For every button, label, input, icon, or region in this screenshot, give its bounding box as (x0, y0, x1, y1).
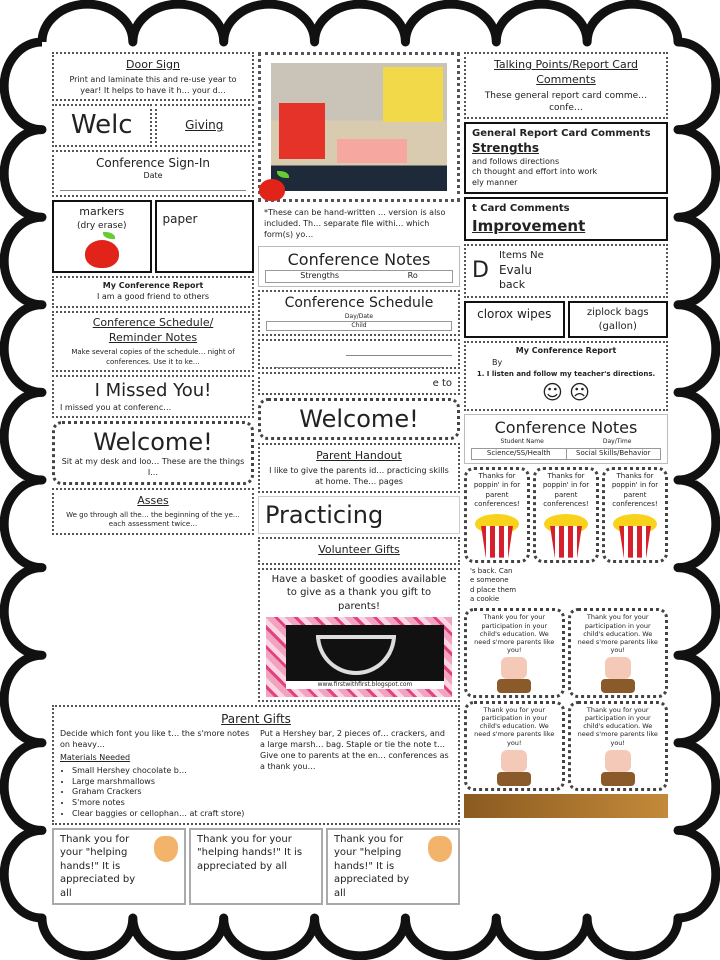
donations-items: Items Ne (498, 249, 544, 261)
popcorn-text: Thanks for poppin' in for parent conferences! (473, 471, 521, 509)
welcome-sign-title: Welc (70, 110, 133, 141)
popcorn-icon (477, 514, 517, 558)
helping-hands-row (52, 828, 460, 906)
conf-report-title: My Conference Report (515, 346, 617, 356)
smore-card (464, 701, 565, 791)
material-item: • Graham Crackers (72, 787, 252, 798)
hand-icon (428, 836, 452, 862)
right-partial-text (464, 566, 668, 606)
helping-hands-card (326, 828, 460, 906)
giving-title: Giving (185, 118, 224, 133)
smore-text: Thank you for your participation in your child's education. We need s'more parents like you! (474, 613, 555, 654)
donations-card (464, 244, 668, 299)
smore-row (464, 608, 668, 698)
classroom-photo (271, 63, 447, 191)
donations-back: back (498, 278, 526, 292)
welcome2-card (258, 398, 460, 440)
smore-icon (497, 657, 531, 693)
helping-hands-card (189, 828, 323, 906)
assess-text: We go through all the… the beginning of the ye… each assessment twice… (66, 510, 240, 529)
smore-icon (601, 657, 635, 693)
paper-card (155, 200, 255, 273)
right-column (464, 52, 668, 818)
donations-eval: Evalu (498, 263, 532, 278)
markers-card (52, 200, 152, 273)
blog-url: www.firstwithfirst.blogspot.com (286, 681, 444, 689)
left-columns (52, 52, 460, 702)
partial-line: e someone (470, 576, 509, 585)
door-sign-card (52, 52, 254, 101)
photo-note-text: *These can be hand-written … version is also included. Th… separate file withi… which form(s) yo… (264, 208, 446, 239)
sign-in-date: Date (143, 171, 163, 181)
hand-icon (154, 836, 178, 862)
blank-card (258, 339, 460, 369)
schedule-reminder-title2: Reminder Notes (108, 331, 198, 345)
general-comments-card (464, 122, 668, 194)
smore-text: Thank you for your participation in your child's education. We need s'more parents like you! (577, 706, 658, 747)
welcome1-text: Sit at my desk and loo… These are the things I… (61, 457, 245, 478)
partial-line: 's back. Can (470, 566, 513, 575)
volunteer-back-title: Volunteer Gifts (318, 542, 400, 556)
donations-title: D (472, 258, 489, 284)
partial-line: d place them (470, 585, 517, 594)
face-icons: ☺ ☹ (541, 380, 591, 405)
notes2-student: Student Name (500, 438, 544, 446)
apple-icon (85, 240, 119, 268)
assess-card (52, 488, 254, 535)
welcome1-title: Welcome! (93, 428, 213, 457)
sign-in-title: Conference Sign-In (95, 155, 211, 170)
photo-frame (258, 52, 460, 202)
helping-hands-text: Thank you for your "helping hands!" It is appreciated by all (197, 833, 303, 872)
eto-card (258, 372, 460, 396)
popcorn-icon (546, 514, 586, 558)
improvement-heading: Improvement (472, 216, 586, 235)
parent-gifts-intro: Decide which font you like t… the s'more notes on heavy… (60, 729, 250, 750)
strengths-heading: Strengths (472, 141, 539, 156)
schedule-card (258, 290, 460, 336)
missed-card (52, 375, 254, 418)
comment-line: ely manner (472, 178, 518, 188)
supply-row (52, 200, 254, 273)
clorox-label: clorox wipes (477, 307, 552, 322)
schedule-reminder-text: Make several copies of the schedule… night of conferences. Use it to ke… (71, 348, 235, 366)
helping-hands-text: Thank you for your "helping hands!" It is appreciated by all (334, 833, 410, 899)
notes1-col1: Strengths (300, 271, 340, 281)
material-item: • Clear baggies or cellophan… at craft store) (72, 809, 252, 820)
gift-basket-photo (286, 625, 444, 681)
conf-report-left-item: I am a good friend to others (96, 291, 210, 301)
welcome1-card (52, 421, 254, 485)
volunteer-card (258, 568, 460, 703)
popcorn-card (533, 467, 599, 563)
notes1-col2: Ro (407, 271, 418, 281)
popcorn-text: Thanks for poppin' in for parent conferences! (611, 471, 659, 509)
apple-icon (259, 179, 285, 201)
eto-text: e to (432, 377, 452, 389)
talking-points-card (464, 52, 668, 119)
smore-card (464, 608, 565, 698)
handout-text: I like to give the parents id… practicing skills at home. The… pages (269, 466, 449, 487)
welcome2-title: Welcome! (299, 405, 419, 434)
sign-in-card (52, 150, 254, 197)
smore-card (568, 701, 669, 791)
report-card-title: t Card Comments (472, 203, 570, 215)
schedule-reminder-title: Conference Schedule/ (92, 315, 214, 329)
popcorn-row (464, 467, 668, 563)
welcome-giving-row (52, 104, 254, 147)
general-comments-title: General Report Card Comments (472, 127, 651, 139)
giving-card (155, 104, 255, 147)
photo-note (258, 205, 460, 243)
left-area (52, 52, 460, 905)
comment-line: ch thought and effort into work (472, 167, 598, 177)
smore-text: Thank you for your participation in your child's education. We need s'more parents like you! (474, 706, 555, 747)
smore-icon (497, 750, 531, 786)
parent-gifts-title: Parent Gifts (221, 712, 291, 727)
conf-report-left-card (52, 276, 254, 308)
popcorn-card (602, 467, 668, 563)
column-a (52, 52, 254, 535)
clorox-card (464, 301, 565, 338)
ziplock-sub: (gallon) (598, 320, 637, 332)
notes1-title: Conference Notes (287, 250, 431, 270)
comment-line: and follows directions (472, 156, 560, 166)
schedule-child: Child (266, 321, 452, 331)
door-sign-text: Print and laminate this and re-use year to year! It helps to have it h… your d… (69, 74, 237, 95)
materials-heading: Materials Needed (60, 753, 131, 763)
notes1-card (258, 246, 460, 287)
ziplock-label: ziplock bags (586, 307, 649, 319)
notes2-col2: Social Skills/Behavior (576, 449, 651, 458)
missed-title: I Missed You! (94, 380, 212, 402)
notes2-card (464, 414, 668, 464)
notes2-day: Day/Time (602, 438, 632, 446)
markers-label: markers (79, 204, 125, 218)
conf-report-right-card (464, 341, 668, 411)
smore-icon (601, 750, 635, 786)
partial-line: a cookie (470, 594, 500, 603)
photo-fragment (464, 794, 668, 818)
smore-row (464, 701, 668, 791)
notes2-col1: Science/SS/Health (472, 449, 567, 458)
talking-points-title: Talking Points/Report Card Comments (493, 58, 638, 86)
popcorn-card (464, 467, 530, 563)
schedule-reminder-card (52, 311, 254, 373)
schedule-day: Day/Date (344, 312, 374, 320)
report-card-card (464, 197, 668, 241)
door-sign-title: Door Sign (126, 58, 180, 71)
ziplock-card (568, 301, 669, 338)
volunteer-photo-frame (266, 617, 452, 697)
volunteer-back-card (258, 537, 460, 565)
volunteer-text: Have a basket of goodies available to give as a thank you gift to parents! (271, 573, 447, 612)
practicing-title: Practicing (265, 500, 384, 529)
paper-label: paper (162, 211, 198, 226)
popcorn-text: Thanks for poppin' in for parent conferences! (542, 471, 590, 509)
notes2-title: Conference Notes (494, 418, 638, 438)
practicing-card (258, 496, 460, 534)
parent-gifts-card (52, 705, 460, 825)
popcorn-icon (615, 514, 655, 558)
conf-report-by: By (492, 358, 503, 368)
supply-row-right (464, 301, 668, 338)
assess-title: Asses (137, 493, 169, 507)
helping-hands-card (52, 828, 186, 906)
material-item: • S'more notes (72, 798, 252, 809)
helping-hands-text: Thank you for your "helping hands!" It is appreciated by all (60, 833, 136, 899)
column-b (258, 52, 460, 702)
markers-sub: (dry erase) (76, 220, 127, 231)
material-item: • Small Hershey chocolate b… (72, 766, 252, 777)
material-item: • Large marshmallows (72, 777, 252, 788)
smore-card (568, 608, 669, 698)
conf-report-left-title: My Conference Report (102, 280, 204, 290)
handout-card (258, 443, 460, 492)
welcome-sign-card (52, 104, 152, 147)
missed-text: I missed you at conferenc… (60, 402, 172, 412)
talking-points-text: These general report card comme… confe… (484, 90, 648, 113)
conf-report-item: 1. I listen and follow my teacher's directions. (476, 369, 656, 378)
parent-gifts-steps: Put a Hershey bar, 2 pieces of… crackers, and a large marsh… bag. Staple or tie the note t… Give one to parents at the en… conferences as a thank you… (260, 729, 449, 771)
smore-text: Thank you for your participation in your child's education. We need s'more parents like you! (577, 613, 658, 654)
schedule-title: Conference Schedule (284, 295, 434, 312)
handout-title: Parent Handout (316, 449, 402, 463)
